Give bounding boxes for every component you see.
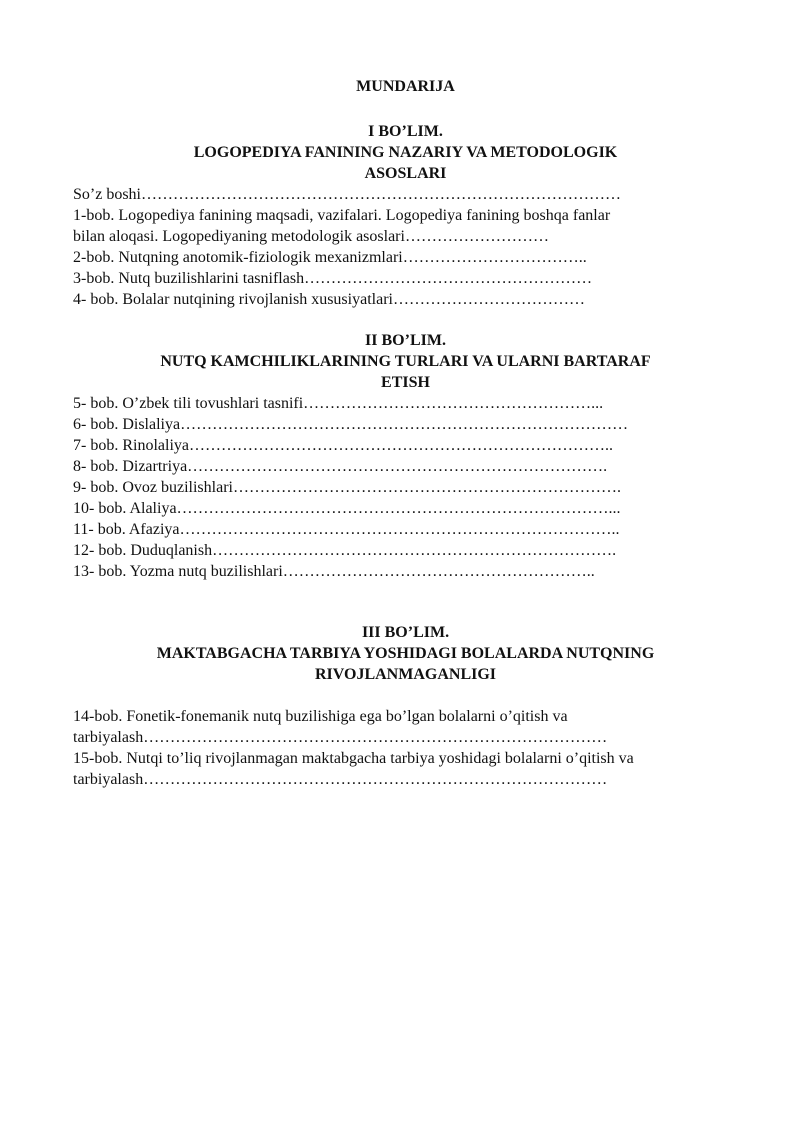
toc-entry-chapter-15-cont[interactable]: tarbiyalash……………………………………………………………………………: [73, 771, 608, 788]
toc-entry-chapter-10[interactable]: 10- bob. Alaliya………………………………………………………………………...: [73, 500, 621, 517]
toc-entry-chapter-13[interactable]: 13- bob. Yozma nutq buzilishlari…………………………………………………..: [73, 563, 595, 580]
section-2: [73, 330, 738, 582]
document-title: MUNDARIJA: [356, 78, 455, 95]
toc-entries: [73, 393, 738, 582]
toc-entry-chapter-1[interactable]: 1-bob. Logopediya fanining maqsadi, vazifalari. Logopediya fanining boshqa fanlar: [73, 207, 611, 224]
section-title-line: NUTQ KAMCHILIKLARINING TURLARI VA ULARNI BARTARAF: [160, 353, 651, 370]
toc-entry-foreword[interactable]: So’z boshi………………………………………………………………………………: [73, 186, 621, 203]
section-title-line: LOGOPEDIYA FANINING NAZARIY VA METODOLOGIK: [193, 144, 618, 161]
toc-entry-chapter-3[interactable]: 3-bob. Nutq buzilishlarini tasniflash………………………………………………: [73, 270, 593, 287]
toc-entry-chapter-4[interactable]: 4- bob. Bolalar nutqining rivojlanish xususiyatlari………………………………: [73, 291, 585, 308]
section-title-line: RIVOJLANMAGANLIGI: [314, 666, 497, 683]
toc-entry-chapter-14[interactable]: 14-bob. Fonetik-fonemanik nutq buzilishiga ega bo’lgan bolalarni o’qitish va: [73, 708, 568, 725]
toc-entry-chapter-15[interactable]: 15-bob. Nutqi to’liq rivojlanmagan maktabgacha tarbiya yoshidagi bolalarni o’qitish va: [73, 750, 634, 767]
toc-entry-chapter-8[interactable]: 8- bob. Dizartriya…………………………………………………………………….: [73, 458, 608, 475]
section-1: [73, 121, 738, 310]
toc-entry-chapter-11[interactable]: 11- bob. Afaziya………………………………………………………………………..: [73, 521, 620, 538]
section-3: [73, 622, 738, 790]
toc-entries: [73, 184, 738, 310]
toc-entry-chapter-14-cont[interactable]: tarbiyalash……………………………………………………………………………: [73, 729, 608, 746]
toc-entry-chapter-5[interactable]: 5- bob. O’zbek tili tovushlari tasnifi………………………………………………...: [73, 395, 604, 412]
toc-entry-chapter-9[interactable]: 9- bob. Ovoz buzilishlari……………………………………………………………….: [73, 479, 621, 496]
toc-entries: [73, 706, 738, 790]
toc-entry-chapter-2[interactable]: 2-bob. Nutqning anotomik-fiziologik mexanizmlari……………………………..: [73, 249, 587, 266]
section-title-line: ETISH: [381, 374, 430, 391]
section-heading: [73, 622, 738, 685]
toc-entry-chapter-7[interactable]: 7- bob. Rinolaliya……………………………………………………………………..: [73, 437, 613, 454]
section-label: III BO’LIM.: [361, 624, 450, 641]
toc-entry-chapter-6[interactable]: 6- bob. Dislaliya…………………………………………………………………………: [73, 416, 629, 433]
section-heading: [73, 121, 738, 184]
toc-entry-chapter-12[interactable]: 12- bob. Duduqlanish………………………………………………………………….: [73, 542, 617, 559]
document-page: [73, 76, 738, 790]
section-heading: [73, 330, 738, 393]
section-title-line: ASOSLARI: [364, 165, 447, 182]
toc-entry-chapter-1-cont[interactable]: bilan aloqasi. Logopediyaning metodologik asoslari………………………: [73, 228, 549, 245]
section-title-line: MAKTABGACHA TARBIYA YOSHIDAGI BOLALARDA NUTQNING: [156, 645, 655, 662]
section-label: II BO’LIM.: [365, 332, 446, 349]
section-label: I BO’LIM.: [368, 123, 443, 140]
